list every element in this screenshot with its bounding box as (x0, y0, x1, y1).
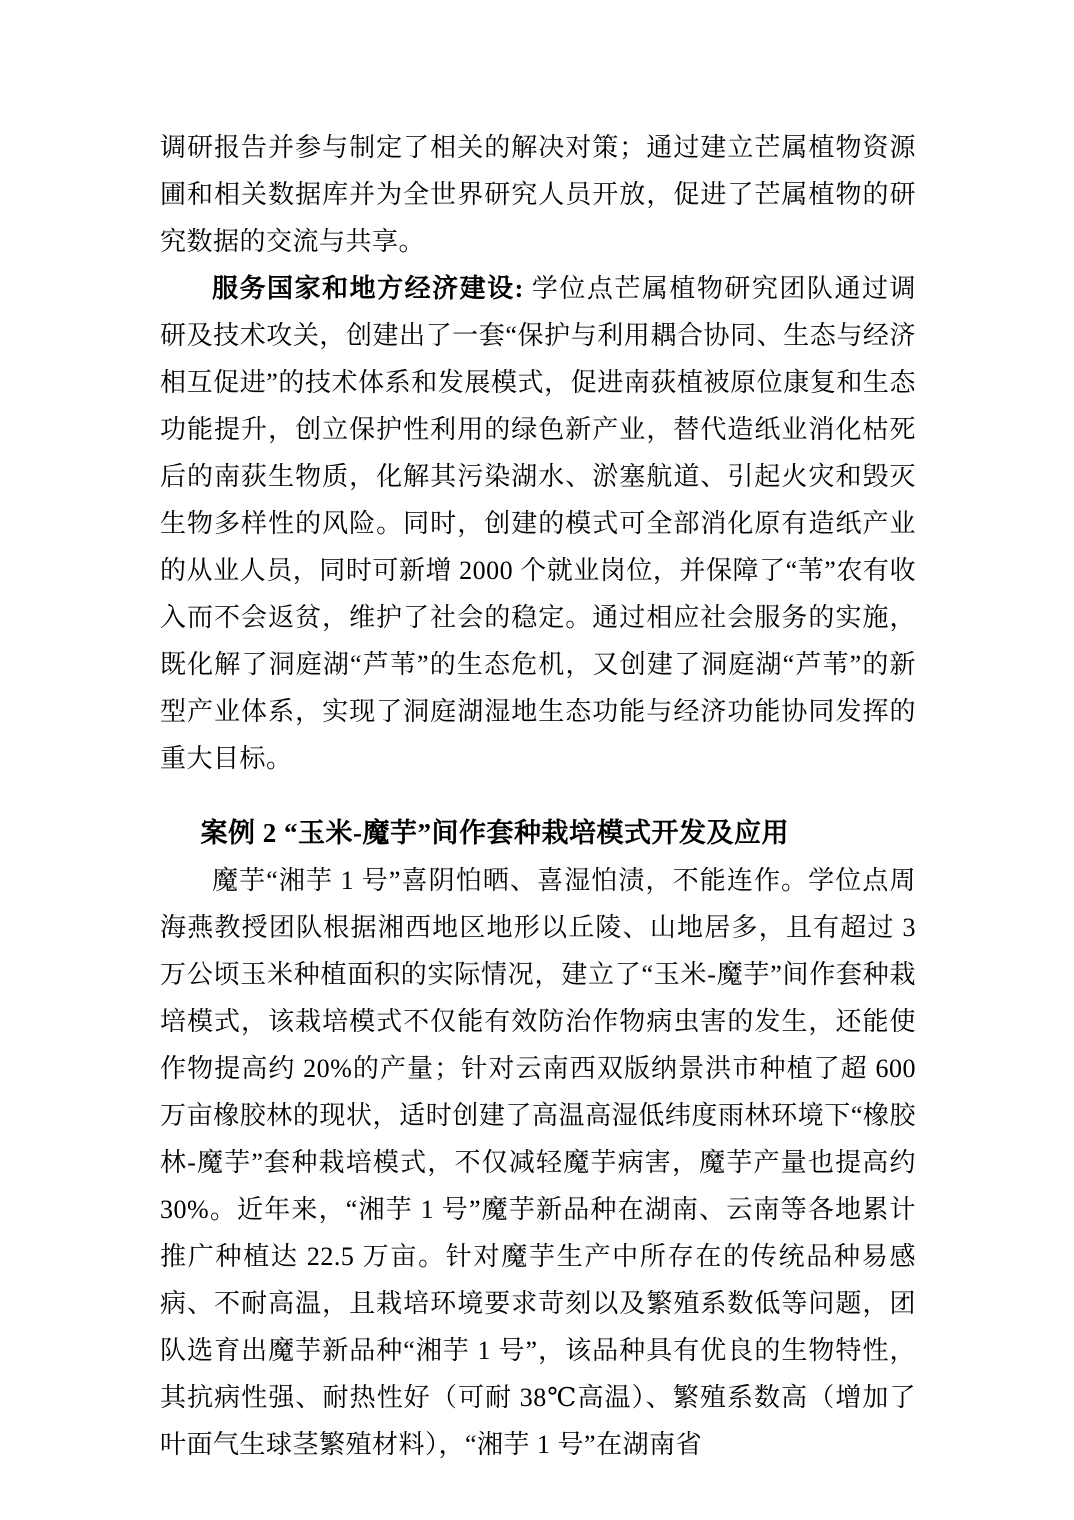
paragraph-bold-lead: 服务国家和地方经济建设: (212, 274, 524, 303)
paragraph-body-text: 学位点芒属植物研究团队通过调研及技术攻关，创建出了一套“保护与利用耦合协同、生态与经济相互促进”的技术体系和发展模式，促进南荻植被原位康复和生态功能提升，创立保护性利用的绿色新产业，替代造纸业消化枯死后的南荻生物质，化解其污染湖水、淤塞航道、引起火灾和毁灭生物多样性的风险。同时，创建的模式可全部消化原有造纸产业的从业人员，同时可新增 2000 个就业岗位，并保障了“苇”农有收入而不会返贫，维护了社会的稳定。通过相应社会服务的实施，既化解了洞庭湖“芦苇”的生态危机，又创建了洞庭湖“芦苇”的新型产业体系，实现了洞庭湖湿地生态功能与经济功能协同发挥的重大目标。 (160, 274, 916, 773)
document-text-block (160, 124, 916, 1468)
paragraph-national-economy-service (160, 265, 916, 782)
paragraph-case2-body: 魔芋“湘芋 1 号”喜阴怕晒、喜湿怕渍，不能连作。学位点周海燕教授团队根据湘西地区地形以丘陵、山地居多，且有超过 3 万公顷玉米种植面积的实际情况，建立了“玉米-魔芋”间作套种栽培模式，该栽培模式不仅能有效防治作物病虫害的发生，还能使作物提高约 20%的产量；针对云南西双版纳景洪市种植了超 600 万亩橡胶林的现状，适时创建了高温高湿低纬度雨林环境下“橡胶林-魔芋”套种栽培模式，不仅减轻魔芋病害，魔芋产量也提高约 30%。近年来，“湘芋 1 号”魔芋新品种在湖南、云南等各地累计推广种植达 22.5 万亩。针对魔芋生产中所存在的传统品种易感病、不耐高温，且栽培环境要求苛刻以及繁殖系数低等问题，团队选育出魔芋新品种“湘芋 1 号”，该品种具有优良的生物特性，其抗病性强、耐热性好（可耐 38℃高温）、繁殖系数高（增加了叶面气生球茎繁殖材料），“湘芋 1 号”在湖南省 (160, 866, 916, 1459)
case2-heading: 案例 2 “玉米-魔芋”间作套种栽培模式开发及应用 (200, 818, 789, 848)
paragraph-research-data-sharing: 调研报告并参与制定了相关的解决对策；通过建立芒属植物资源圃和相关数据库并为全世界研究人员开放，促进了芒属植物的研究数据的交流与共享。 (160, 133, 916, 256)
